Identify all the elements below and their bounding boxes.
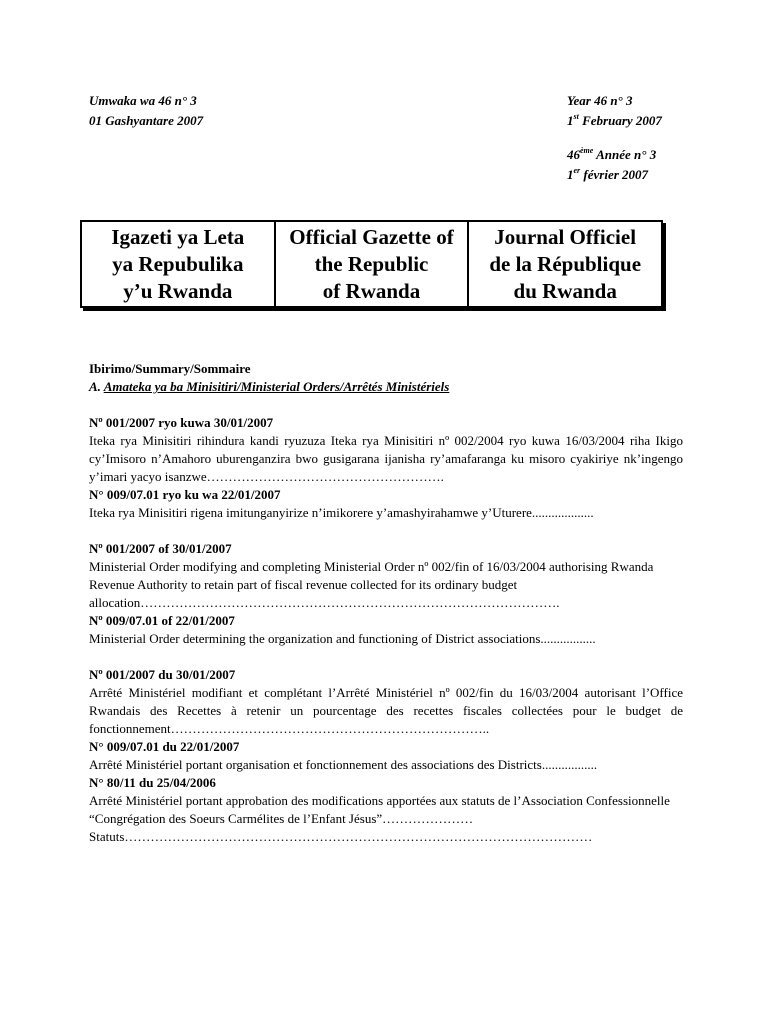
- kin-order-2-heading: N° 009/07.01 ryo ku wa 22/01/2007: [89, 487, 281, 502]
- fra-order-2-heading: N° 009/07.01 du 22/01/2007: [89, 739, 240, 754]
- header-left: [89, 91, 203, 131]
- fra-order-2-text: Arrêté Ministériel portant organisation et fonctionnement des associations des Districts.................: [89, 757, 598, 772]
- title-english: Official Gazette of the Republic of Rwanda: [274, 222, 468, 306]
- summary-heading: Ibirimo/Summary/Sommaire: [89, 361, 251, 376]
- kin-order-2-text: Iteka rya Minisitiri rigena imitunganyirize n’imikorere y’amashyirahamwe y’Uturere...................: [89, 505, 594, 520]
- header-right-french: [567, 145, 656, 185]
- date-french: 1er février 2007: [567, 166, 649, 182]
- kin-order-1-text: Iteka rya Minisitiri rihindura kandi ryuzuza Iteka rya Minisitiri nº 002/2004 ryo kuwa 16/03/2004 riha Ikigo cy’Imisoro n’Amahoro uburenganzira bwo gusigarana ijanisha ry’amafaranga ku misoro cyakiriye nk’ingengo y’imari yacyo isanzwe……………………………………………….: [89, 433, 683, 484]
- header-right-english: [567, 91, 662, 131]
- fra-order-1-text: Arrêté Ministériel modifiant et complétant l’Arrêté Ministériel nº 002/fin du 16/03/2004 autorisant l’Office Rwandais des Recettes à retenir un pourcentage des recettes fiscales collectées pour le budget de fonctionnement………………………………………………………………..: [89, 685, 683, 736]
- fra-order-3-heading: N° 80/11 du 25/04/2006: [89, 775, 216, 790]
- date-kinyarwanda: 01 Gashyantare 2007: [89, 113, 204, 128]
- eng-order-1-heading: Nº 001/2007 of 30/01/2007: [89, 541, 232, 556]
- issue-kinyarwanda: Umwaka wa 46 n° 3: [89, 93, 197, 108]
- eng-order-2-heading: Nº 009/07.01 of 22/01/2007: [89, 613, 235, 628]
- eng-order-1-text: Ministerial Order modifying and completing Ministerial Order nº 002/fin of 16/03/2004 authorising Rwanda Revenue Authority to retain part of fiscal revenue collected for its ordinary budget allocation…………………………………………………………………………………….: [89, 559, 654, 610]
- issue-english: Year 46 n° 3: [567, 93, 633, 108]
- issue-french: 46ème Année n° 3: [567, 146, 657, 162]
- eng-order-2-text: Ministerial Order determining the organization and functioning of District associations.................: [89, 631, 596, 646]
- summary-section: [89, 360, 683, 846]
- section-a-title: A. Amateka ya ba Minisitiri/Ministerial Orders/Arrêtés Ministériels: [89, 379, 450, 394]
- gazette-title-banner: [80, 220, 663, 308]
- fra-order-1-heading: Nº 001/2007 du 30/01/2007: [89, 667, 236, 682]
- title-french: Journal Officiel de la République du Rwanda: [467, 222, 661, 306]
- fra-order-3-statuts: Statuts………………………………………………………………………………………………: [89, 829, 593, 844]
- fra-order-3-text: Arrêté Ministériel portant approbation des modifications apportées aux statuts de l’Association Confessionnelle “Congrégation des Soeurs Carmélites de l’Enfant Jésus”…………………: [89, 793, 670, 826]
- title-kinyarwanda: Igazeti ya Leta ya Repubulika y’u Rwanda: [111, 224, 245, 303]
- kin-order-1-heading: Nº 001/2007 ryo kuwa 30/01/2007: [89, 415, 274, 430]
- date-english: 1st February 2007: [567, 112, 662, 128]
